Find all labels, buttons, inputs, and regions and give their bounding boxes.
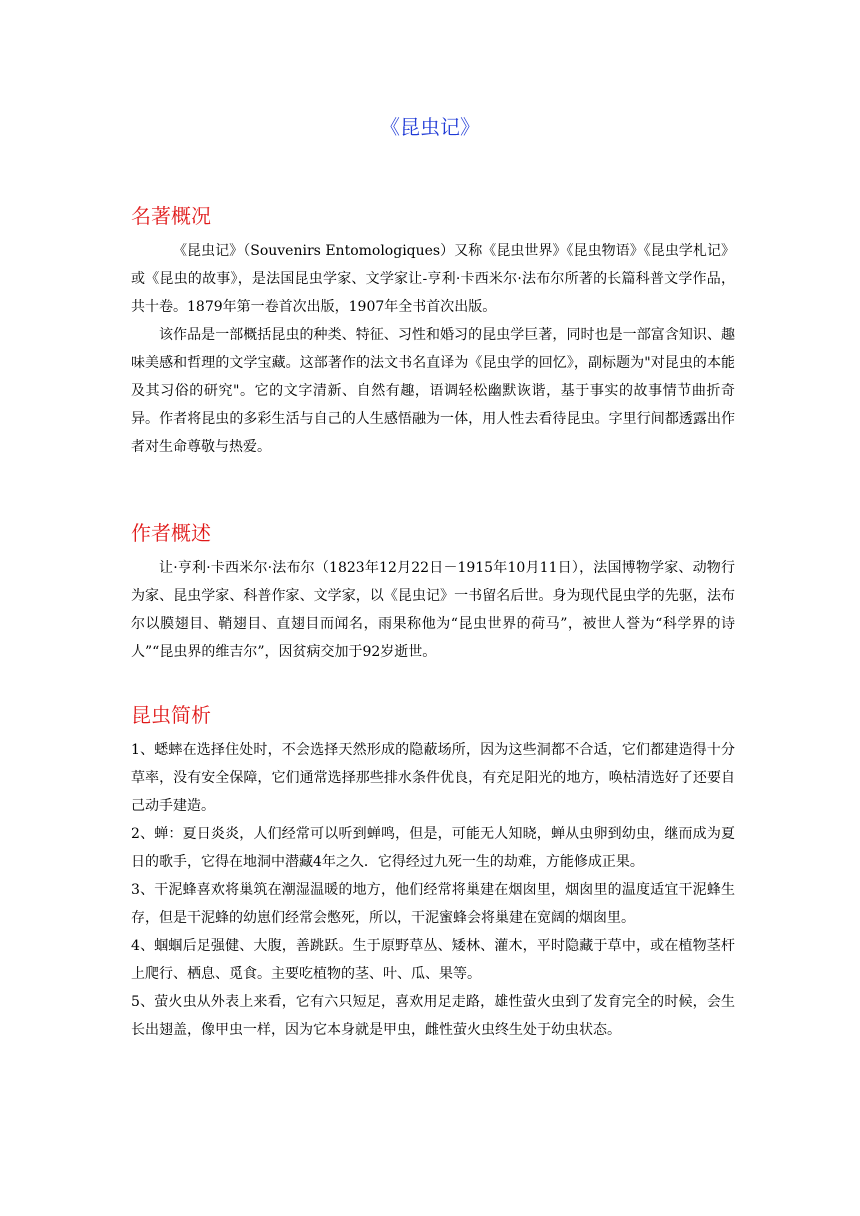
insect-item-firefly: 5、萤火虫从外表上来看，它有六只短足，喜欢用足走路，雄性萤火虫到了发育完全的时候，会生长出翅盖，像甲虫一样，因为它本身就是甲虫，雌性萤火虫终生处于幼虫状态。 <box>131 994 735 1038</box>
overview-paragraph-2: 该作品是一部概括昆虫的种类、特征、习性和婚习的昆虫学巨著，同时也是一部富含知识、趣味美感和哲理的文学宝藏。这部著作的法文书名直译为《昆虫学的回忆》，副标题为"对昆虫的本能及其习俗的研究"。它的文字清新、自然有趣，语调轻松幽默诙谐，基于事实的故事情节曲折奇异。作者将昆虫的多彩生活与自己的人生感悟融为一体，用人性去看待昆虫。字里行间都透露出作者对生命尊敬与热爱。 <box>131 327 735 455</box>
section-insects <box>131 700 735 1044</box>
section-author <box>131 518 735 666</box>
insect-item-cricket: 1、蟋蟀在选择住处时，不会选择天然形成的隐蔽场所，因为这些洞都不合适，它们都建造得十分草率，没有安全保障，它们通常选择那些排水条件优良，有充足阳光的地方，唤枯清选好了还要自己动手建造。 <box>131 742 735 814</box>
insect-item-cicada: 2、蝉：夏日炎炎，人们经常可以听到蝉鸣，但是，可能无人知晓，蝉从虫卵到幼虫，继而成为夏日的歌手，它得在地洞中潜藏4年之久．它得经过九死一生的劫难，方能修成正果。 <box>131 826 735 870</box>
section-heading-author: 作者概述 <box>131 521 211 545</box>
section-heading-insects: 昆虫简析 <box>131 703 211 727</box>
insect-item-katydid: 4、蝈蝈后足强健、大腹，善跳跃。生于原野草丛、矮林、灌木，平时隐藏于草中，或在植物茎杆上爬行、栖息、觅食。主要吃植物的茎、叶、瓜、果等。 <box>131 938 735 982</box>
section-heading-overview: 名著概况 <box>131 204 211 228</box>
insect-item-mud-wasp: 3、干泥蜂喜欢将巢筑在潮湿温暖的地方，他们经常将巢建在烟囱里，烟囱里的温度适宜干泥蜂生存，但是干泥蜂的幼崽们经常会憋死，所以，干泥蜜蜂会将巢建在宽阔的烟囱里。 <box>131 882 735 926</box>
overview-paragraph-1: 《昆虫记》（Souvenirs Entomologiques）又称《昆虫世界》《昆虫物语》《昆虫学札记》或《昆虫的故事》，是法国昆虫学家、文学家让-亨利·卡西米尔·法布尔所著的长篇科普文学作品，共十卷。1879年第一卷首次出版，1907年全书首次出版。 <box>131 243 735 315</box>
section-overview <box>131 201 735 461</box>
author-paragraph: 让·亨利·卡西米尔·法布尔（1823年12月22日－1915年10月11日），法国博物学家、动物行为家、昆虫学家、科普作家、文学家，以《昆虫记》一书留名后世。身为现代昆虫学的先驱，法布尔以膜翅目、鞘翅目、直翅目而闻名，雨果称他为“昆虫世界的荷马”，被世人誉为“科学界的诗人”“昆虫界的维吉尔”，因贫病交加于92岁逝世。 <box>131 560 735 660</box>
document-title: 《昆虫记》 <box>380 115 480 139</box>
